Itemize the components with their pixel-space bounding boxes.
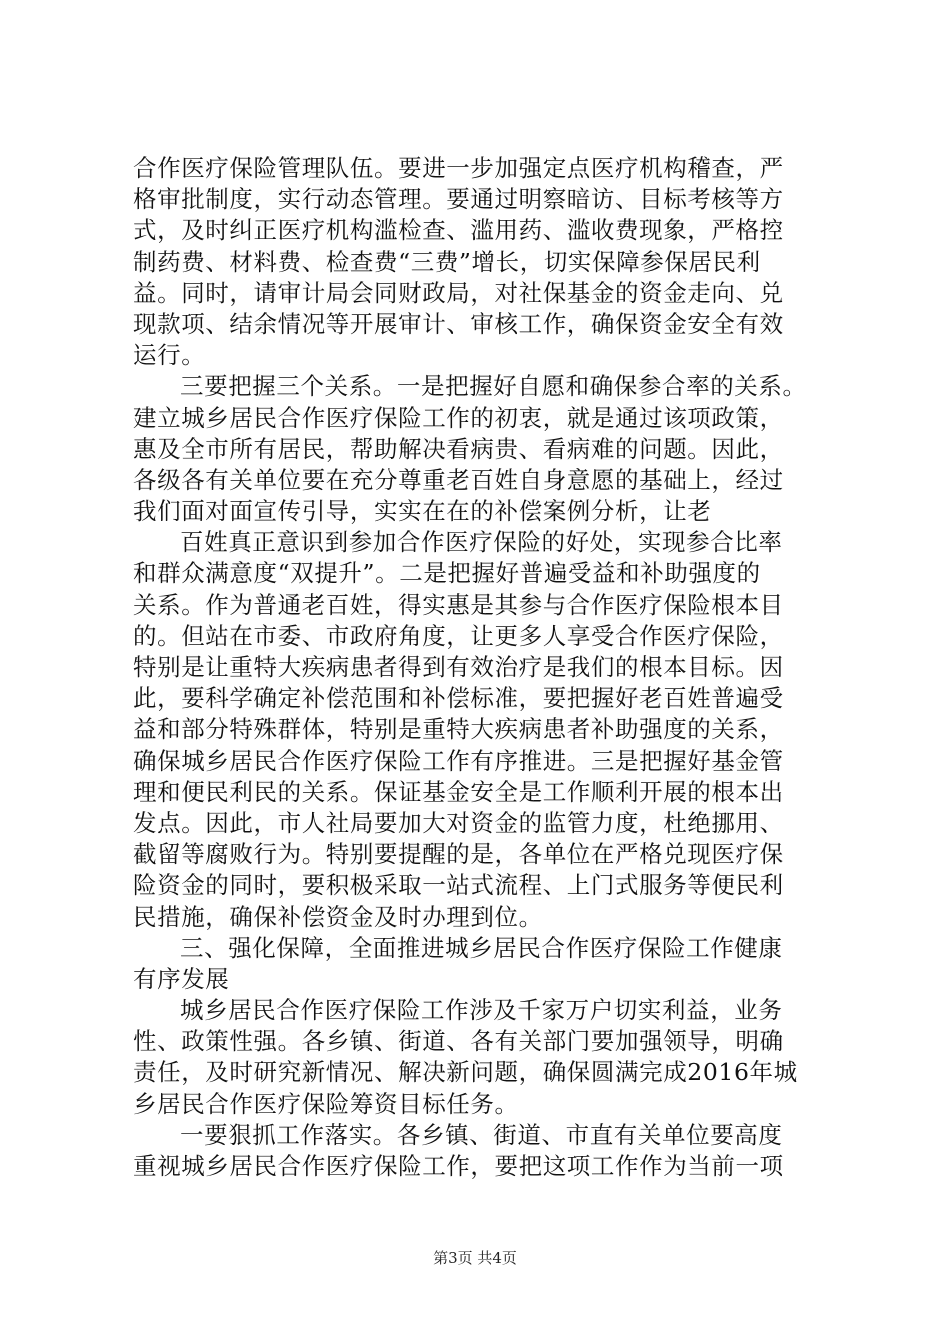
text-line: 确保城乡居民合作医疗保险工作有序推进。三是把握好基金管 — [133, 746, 784, 775]
section-heading: 有序发展 — [133, 964, 230, 993]
text-line: 益和部分特殊群体，特别是重特大疾病患者补助强度的关系， — [133, 715, 784, 744]
text-line: 重视城乡居民合作医疗保险工作，要把这项工作作为当前一项 — [133, 1152, 784, 1180]
text-line: 合作医疗保险管理队伍。要进一步加强定点医疗机构稽查，严 — [133, 154, 784, 182]
text-line: 格审批制度，实行动态管理。要通过明察暗访、目标考核等方 — [133, 185, 784, 214]
page-number: 第3页 共4页 — [433, 1249, 517, 1267]
text-line: 益。同时，请审计局会同财政局，对社保基金的资金走向、兑 — [133, 278, 784, 307]
text-line: 民措施，确保补偿资金及时办理到位。 — [133, 902, 543, 931]
section-heading: 三、强化保障，全面推进城乡居民合作医疗保险工作健康 — [180, 933, 783, 962]
text-line: 和群众满意度“双提升”。二是把握好普遍受益和补助强度的 — [133, 559, 761, 588]
text-line: 我们面对面宣传引导，实实在在的补偿案例分析，让老 — [133, 497, 712, 526]
text-line: 性、政策性强。各乡镇、街道、各有关部门要加强领导，明确 — [133, 1027, 784, 1056]
text-line: 一要狠抓工作落实。各乡镇、街道、市直有关单位要高度 — [180, 1120, 783, 1149]
text-line: 理和便民利民的关系。保证基金安全是工作顺利开展的根本出 — [133, 777, 784, 806]
text-line: 责任，及时研究新情况、解决新问题，确保圆满完成2016年城 — [133, 1058, 798, 1087]
text-line: 此，要科学确定补偿范围和补偿标准，要把握好老百姓普遍受 — [133, 684, 784, 713]
text-line: 各级各有关单位要在充分尊重老百姓自身意愿的基础上，经过 — [133, 465, 784, 494]
text-line: 城乡居民合作医疗保险工作涉及千家万户切实利益，业务 — [180, 996, 783, 1025]
text-line: 险资金的同时，要积极采取一站式流程、上门式服务等便民利 — [133, 871, 784, 900]
text-line: 式，及时纠正医疗机构滥检查、滥用药、滥收费现象，严格控 — [133, 216, 784, 245]
text-line: 百姓真正意识到参加合作医疗保险的好处，实现参合比率 — [180, 528, 783, 557]
text-line: 的。但站在市委、市政府角度，让更多人享受合作医疗保险， — [133, 621, 784, 650]
text-line: 特别是让重特大疾病患者得到有效治疗是我们的根本目标。因 — [133, 653, 784, 681]
page-footer — [0, 1248, 950, 1268]
text-line: 截留等腐败行为。特别要提醒的是，各单位在严格兑现医疗保 — [133, 840, 784, 869]
text-line: 建立城乡居民合作医疗保险工作的初衷，就是通过该项政策， — [133, 403, 784, 432]
document-body — [133, 153, 833, 1182]
text-line: 关系。作为普通老百姓，得实惠是其参与合作医疗保险根本目 — [133, 590, 784, 619]
text-line: 现款项、结余情况等开展审计、审核工作，确保资金安全有效 — [133, 309, 784, 338]
text-line: 惠及全市所有居民，帮助解决看病贵、看病难的问题。因此， — [133, 434, 784, 463]
text-line: 三要把握三个关系。一是把握好自愿和确保参合率的关系。 — [180, 372, 807, 401]
text-line: 制药费、材料费、检查费“三费”增长，切实保障参保居民利 — [133, 247, 761, 276]
text-line: 发点。因此，市人社局要加大对资金的监管力度，杜绝挪用、 — [133, 808, 784, 837]
text-line: 运行。 — [133, 341, 206, 370]
text-line: 乡居民合作医疗保险筹资目标任务。 — [133, 1089, 519, 1118]
